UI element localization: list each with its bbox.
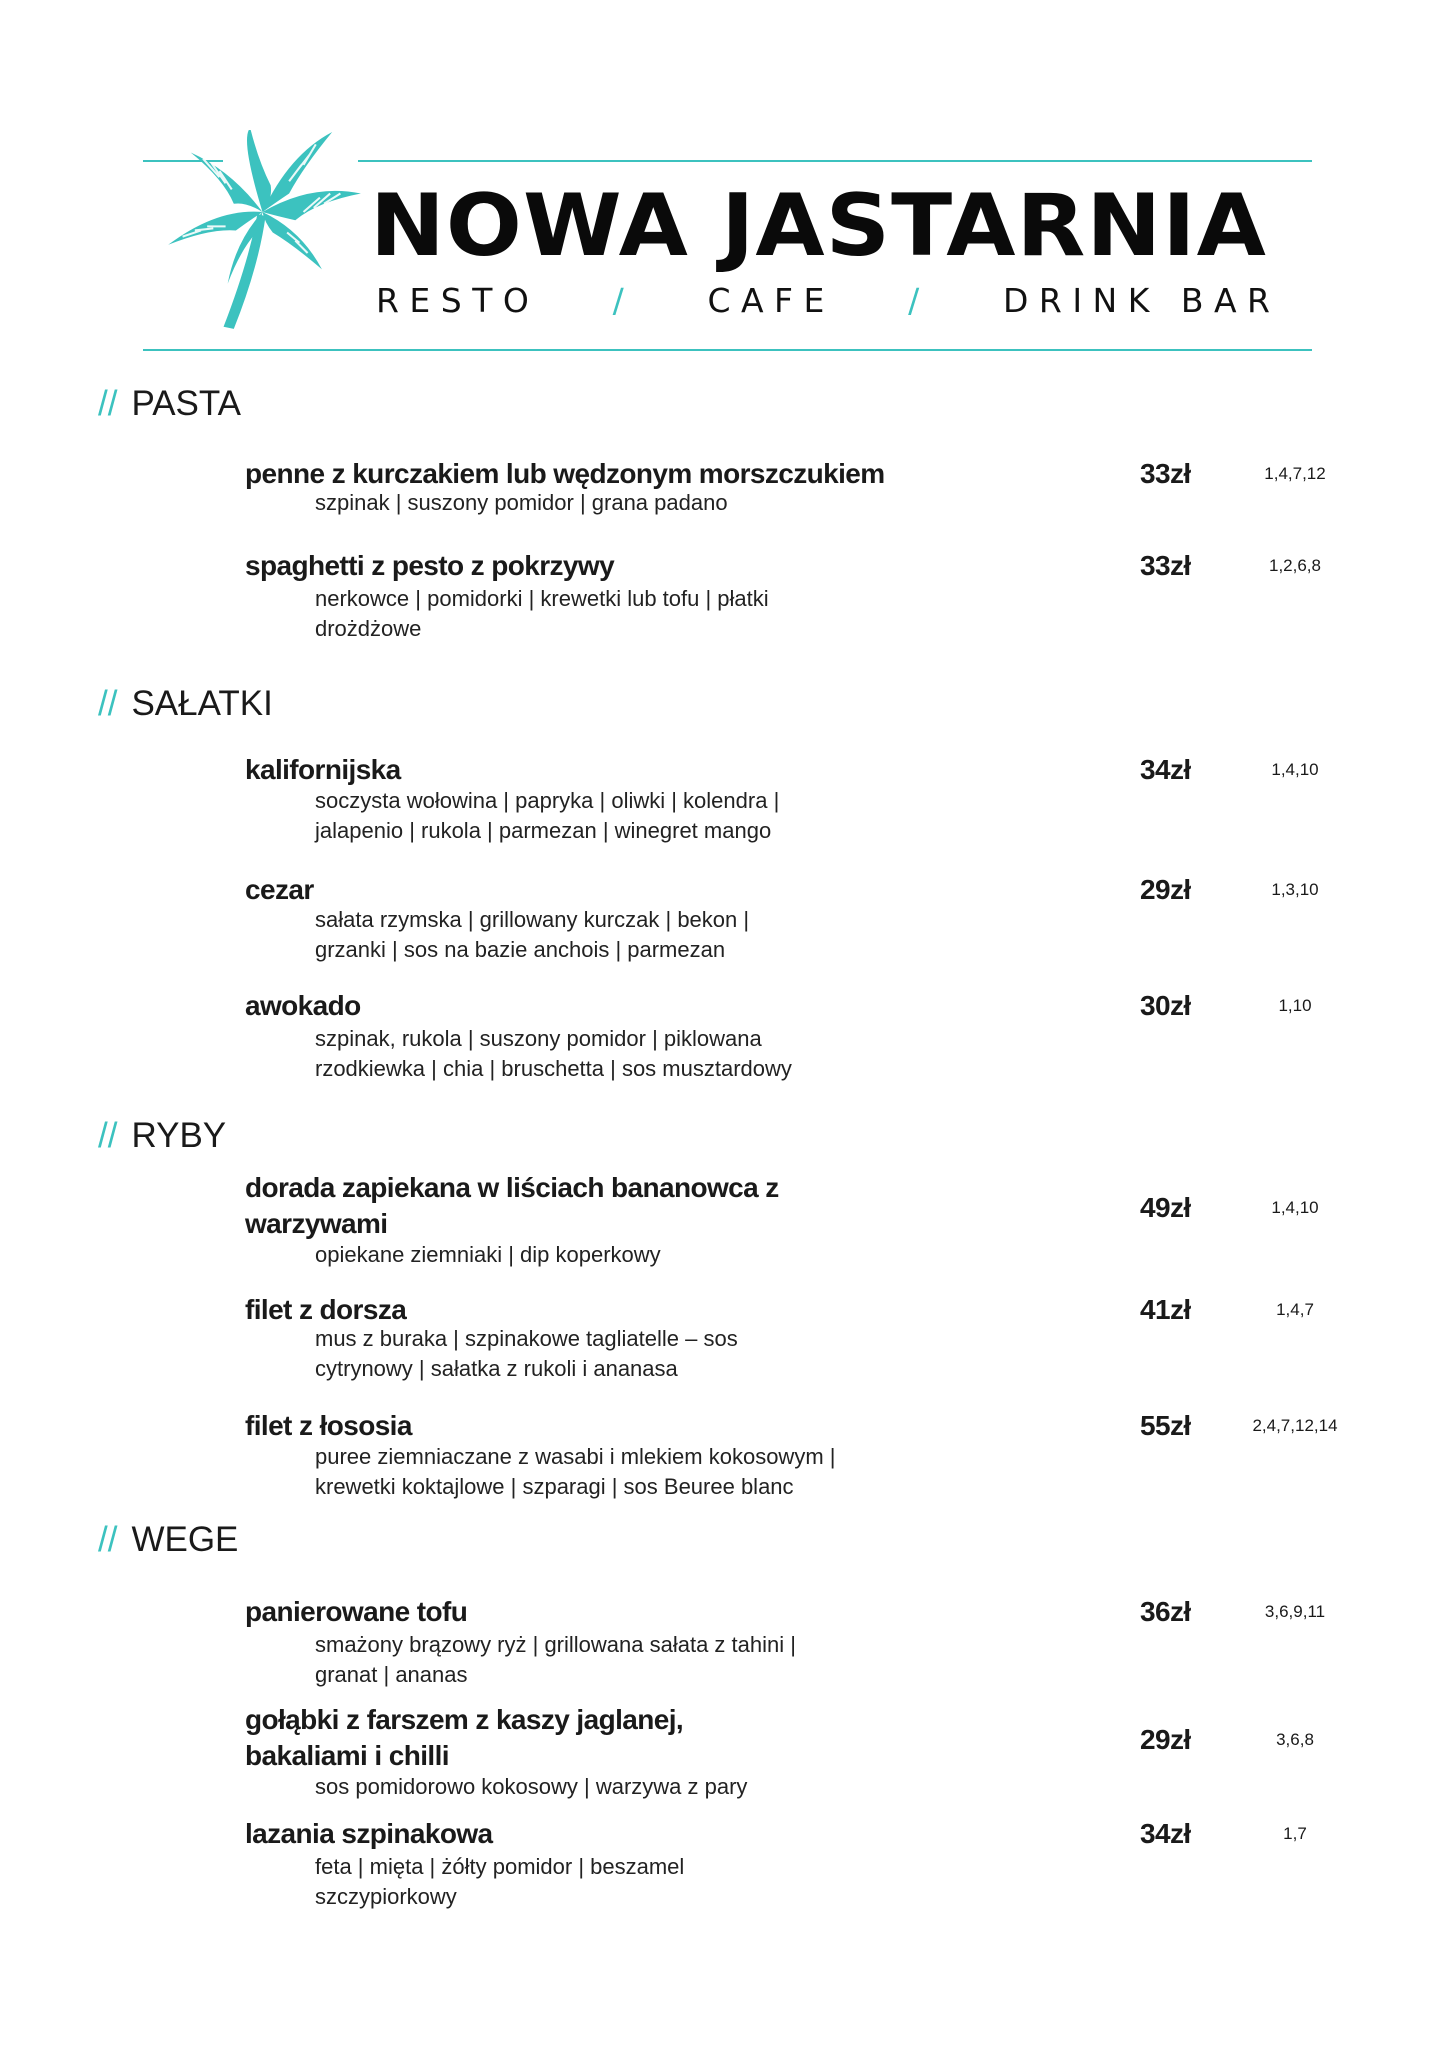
dish-description: szpinak | suszony pomidor | grana padano (315, 490, 728, 515)
dish-description: mus z buraka | szpinakowe tagliatelle – sos cytrynowy | sałatka z rukoli i ananasa (315, 1326, 738, 1381)
dish-price: 33zł (1140, 458, 1191, 489)
dish-name: cezar (245, 874, 314, 905)
dish-description: feta | mięta | żółty pomidor | beszamel szczypiorkowy (315, 1854, 685, 1909)
tagline-separator: / (908, 281, 920, 320)
section-title-text: RYBY (131, 1116, 227, 1155)
dish-name: spaghetti z pesto z pokrzywy (245, 550, 615, 581)
dish-name: lazania szpinakowa (245, 1818, 493, 1849)
dish-allergens: 2,4,7,12,14 (1252, 1416, 1338, 1435)
dish-description: sos pomidorowo kokosowy | warzywa z pary (315, 1774, 748, 1799)
dish-description: soczysta wołowina | papryka | oliwki | kolendra | jalapenio | rukola | parmezan | winegret mango (315, 788, 780, 843)
dish-price: 29zł (1140, 874, 1191, 905)
header-line-top-right (358, 160, 1312, 162)
section-slashes: // (98, 1520, 118, 1559)
dish-allergens: 1,4,7 (1276, 1300, 1314, 1319)
dish-description: puree ziemniaczane z wasabi i mlekiem kokosowym | krewetki koktajlowe | szparagi | sos Beuree blanc (315, 1444, 836, 1499)
dish-description: nerkowce | pomidorki | krewetki lub tofu | płatki drożdżowe (315, 586, 769, 641)
dish-price: 29zł (1140, 1724, 1191, 1755)
section-title-wege (98, 1520, 238, 1560)
brand-tagline (376, 281, 1270, 320)
dish-name: filet z łososia (245, 1410, 412, 1441)
section-slashes: // (98, 1116, 118, 1155)
dish-description: szpinak, rukola | suszony pomidor | piklowana rzodkiewka | chia | bruschetta | sos musztardowy (315, 1026, 792, 1081)
dish-price: 41zł (1140, 1294, 1191, 1325)
dish-allergens: 1,4,7,12 (1264, 464, 1326, 483)
dish-name: penne z kurczakiem lub wędzonym morszczukiem (245, 458, 885, 489)
dish-allergens: 3,6,9,11 (1264, 1602, 1326, 1621)
dish-allergens: 1,10 (1278, 996, 1312, 1015)
dish-description: opiekane ziemniaki | dip koperkowy (315, 1242, 661, 1267)
section-title-text: PASTA (131, 384, 242, 423)
dish-price: 49zł (1140, 1192, 1191, 1223)
dish-name: dorada zapiekana w liściach bananowca z warzywami (245, 1172, 779, 1239)
dish-price: 36zł (1140, 1596, 1191, 1627)
dish-allergens: 1,4,10 (1271, 1198, 1319, 1217)
dish-description: sałata rzymska | grillowany kurczak | bekon | grzanki | sos na bazie anchois | parmezan (315, 907, 750, 962)
dish-price: 34zł (1140, 1818, 1191, 1849)
dish-allergens: 1,3,10 (1271, 880, 1319, 899)
brand-name: NOWA JASTARNIA (370, 176, 1267, 276)
header-line-bottom (143, 349, 1312, 351)
dish-price: 33zł (1140, 550, 1191, 581)
section-slashes: // (98, 684, 118, 723)
dish-name: awokado (245, 990, 361, 1021)
section-title-text: SAŁATKI (131, 684, 273, 723)
dish-allergens: 1,2,6,8 (1269, 556, 1321, 575)
section-title-text: WEGE (131, 1520, 239, 1559)
dish-price: 30zł (1140, 990, 1191, 1021)
dish-allergens: 1,7 (1283, 1824, 1307, 1843)
section-title-pasta (98, 384, 241, 424)
tagline-separator: / (612, 281, 624, 320)
dish-price: 55zł (1140, 1410, 1191, 1441)
dish-allergens: 1,4,10 (1271, 760, 1319, 779)
palm-tree-icon (160, 130, 365, 335)
dish-name: panierowane tofu (245, 1596, 468, 1627)
tagline-resto: R E S T O (376, 281, 529, 320)
dish-name: kalifornijska (245, 754, 401, 785)
dish-name: gołąbki z farszem z kaszy jaglanej, bakaliami i chilli (245, 1704, 684, 1771)
section-slashes: // (98, 384, 118, 423)
dish-description: smażony brązowy ryż | grillowana sałata z tahini | granat | ananas (315, 1632, 796, 1687)
dish-price: 34zł (1140, 754, 1191, 785)
tagline-drink-bar: D R I N K B A R (1003, 281, 1270, 320)
dish-allergens: 3,6,8 (1276, 1730, 1314, 1749)
section-title-salatki (98, 684, 273, 724)
section-title-ryby (98, 1116, 226, 1156)
tagline-cafe: C A F E (707, 281, 825, 320)
dish-name: filet z dorsza (245, 1294, 407, 1325)
